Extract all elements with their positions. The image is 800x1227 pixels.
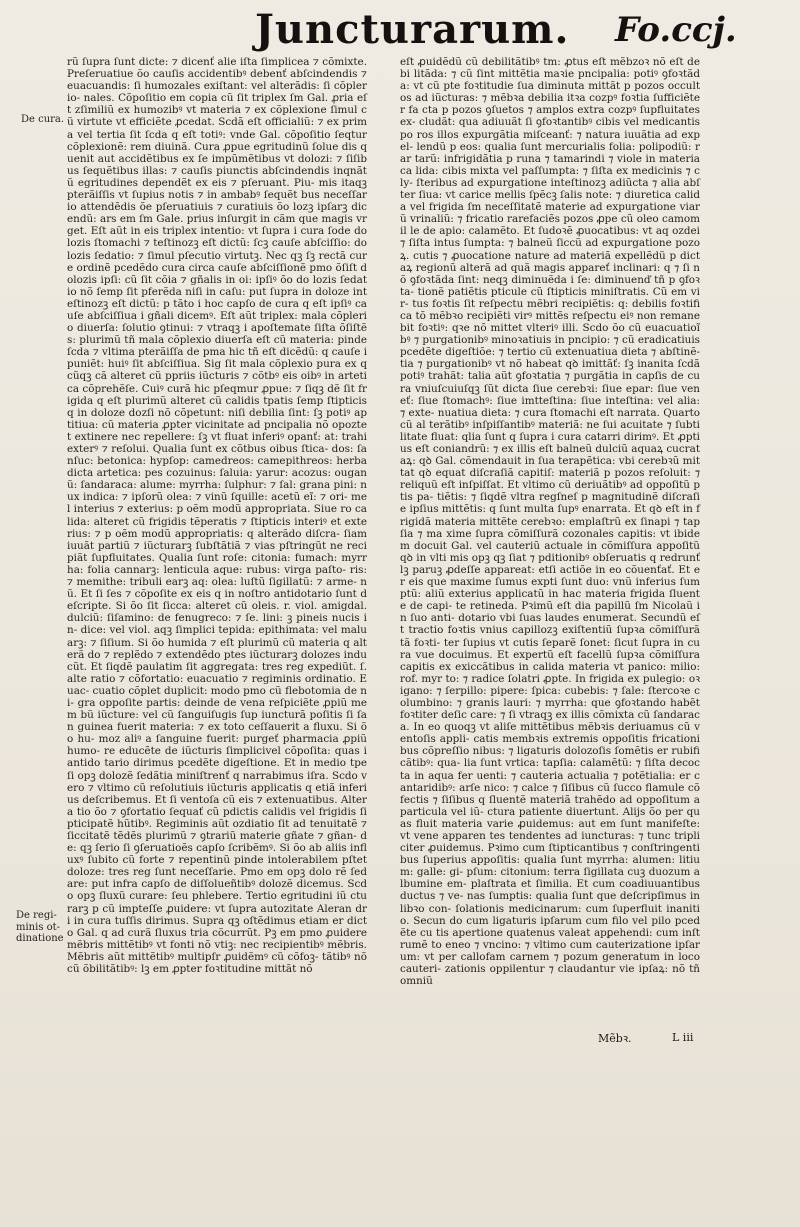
right-text-column xyxy=(400,56,700,987)
margin-note-line: minis ot‑ xyxy=(16,921,61,933)
body-paragraph: eſt ꝓuidẽdũ cũ debilitãtibꝰ tm: ꝓtus eſt mẽbzoꝛ nõ eſt debi litãda: ⁊ cũ ſint mittẽtia maꝛie pncipalia: potiꝰ ꝯfoꝛtãda: vt cũ pte foꝛtitudie ſua diminuta mittãt p pozos occultos ad iũcturas: ⁊ mẽbꝛa debilia itꝛa cozpꝰ foꝛtia ſufficiẽter fa cta p pozos ꝯſuetos ⁊ amplos extra cozpꝰ ſupfluitates ex‑ cludãt: qua adiuuãt ſi ꝯfoꝛtantibꝰ cibis vel medicantis po ros illos expurgãtia miſceanť: ⁊ natura iuuãtia ad expel‑ lendũ p eos: qualia ſunt mercurialis folia: polipodiũ: rar tarũ: infrigidãtia p runa ⁊ tamarindi ⁊ viole in materia ca lida: cibis mixta vel paſſumpta: ⁊ ſiſta ex medicinis ⁊ cly‑ ſteribus ad expurgatione inteſtinozꝫ adiũcta ⁊ alia abſter ſiua: vt carice mellis ſpẽcꝫ ſalis note: ⁊ diuretica calida vel frigida ſm neceſſitatẽ materie ad expurgatione viarũ vrinaliũ: ⁊ fricatio rarefaciẽs pozos ꝓpe cũ oleo camomil le de apio: calamẽto. Et ſudoꝛẽ ꝓuocatibus: vt aq ozdei ⁊ ſiſta intus ſumpta: ⁊ balneũ ſiccũ ad expurgatione pozoꝝ. cutis ⁊ ꝓuocatione nature ad materiã expellẽdũ p dictaꝝ regionũ alterã ad quã magis appareť inclinari: q ⁊ ſi nõ ꝯfoꝛtãda ſint: neqꝫ diminuẽda i ſe: diminuenď tñ p ꝯfoꝛta‑ tionẽ patiẽtis pticule cũ ſtipticis miniſtratis. Cũ em vir‑ tus foꝛtis ſit reſpectu mẽbri recipiẽtis: q: debilis foꝛtifica tõ mẽbꝛo recipiẽti virꝰ mittẽs reſpectu eiꝰ non remanebit foꝛtiꝰ: qꝛe nõ mittet vlteriꝰ illi. Scdo õo cũ euacuatioĩbꝰ ⁊ purgationibꝰ minoꝛatiuis in pncipio: ⁊ cũ eradicatiuis pcedẽte digeſtiõe: ⁊ tertio cũ extenuatiua dieta ⁊ abſtinẽ‑ tia ⁊ purgationibꝰ vt nõ habeat qꝺ imittãť: ſꝫ inanita ſcdã potiꝰ trahãt: talia aũt ꝯfoꝛtatia ⁊ purgãtia in capſis de cu ra vniuſcuiuſqꝫ ſũt dicta ſiue cerebꝛi: ſiue epar: ſiue veneť: ſiue ſtomachꝰ: ſiue imtteſtina: ſiue inteſtina: vel alia: ⁊ exte‑ nuatiua dieta: ⁊ cura ſtomachi eſt narrata. Quarto cũ al terãtibꝰ inſpiſſantibꝰ materiã: ne ſui acuitate ⁊ ſubtilitate fluat: qlia ſunt q ſupra i cura catarri dirimꝰ. Et ꝓptius eſt coniandrũ: ⁊ ex illis eſt balneũ dulciũ aquaꝝ cucrataꝝ: qꝺ Gal. cõmendauit in ſua terapẽtica: vbi cerebꝛũ mittat qꝺ equat diſcraſiã capitiſ: materiã p pozos reſoluit: ⁊ reliquũ eſt inſpiſſat. Et vltimo cũ deriuãtibꝰ ad oppoſitũ ptis pa‑ tiẽtis: ⁊ ſiqdẽ vltra regſneſ p magnitudinẽ diſcraſie ipſius mittẽtis: q ſunt multa ſupꝰ enarrata. Et qꝺ eſt in frigidã materia mittẽte cerebꝛo: emplaſtrũ ex ſinapi ⁊ tapſia ⁊ ma xime ſupra cõmiſſurã cozonales capitis: vt ibidem docuit Gal. vel cauteriũ actuale in cõmiſſura appoſitũ qꝺ in vlti mis opꝫ qꝫ ſiat ⁊ pditionibꝰ obſeruatis q redrunť lꝫ paruꝫ ꝓdeſſe appareat: etſi actiõe in eo cõuenťať. Et er eis que maxime ſumus expti ſunt duo: vnũ inferius ſumptũ: aliũ exterius applicatũ in hac materia frigida ſluente de capi‑ te retineda. Pꝛimũ eſt dia papillũ ſm Nicolaũ in ſuo anti‑ dotario vbi ſuas laudes enumerat. Secundũ eſt tractio foꝛtis vnius capillozꝫ exiſtentiũ ſupꝛa cõmiſſurã tã foꝛti‑ ter ſupius vt cutis ſeparẽ ſonet: ſicut ſupra in cura vue docuimus. Et expertũ eſt facellũ ſupꝛa cõmiſſura capitis ex exiccãtibus in calida materia vt panico: milio: rof. myr to: ⁊ radice ſolatri ꝓpte. In frigida ex pulegio: oꝛigano: ⁊ ſerpillo: pipere: ſpica: cubebis: ⁊ ſale: ſtercoꝛe columbino: ⁊ granis lauri: ⁊ myrrha: que ꝯfoꝛtando habẽt foꝛtiter deſic care: ⁊ ſi vtraqꝫ ex illis cõmixta cũ ſandaraca. In eo quoqꝫ vt aliſe mittẽtibus mẽbꝛis deriuamus cũ ventoſis appli‑ catis membꝛis extremis oppoſitis fricationibus cõpreſſio nibus: ⁊ ligaturis dolozoſis ſomẽtis er rubificãtibꝰ: qua‑ lia ſunt vrtica: tapſia: calamẽtũ: ⁊ ſiſta decocta in aqua fer uenti: ⁊ cauteria actualia ⁊ potẽtialia: er cantaridibꝰ: arſe nico: ⁊ calce ⁊ ſiſibus cũ ſucco flamule cõfectis ⁊ ſiſibus q ſluentẽ materiã trahẽdo ad oppoſitum a particula vel iũ‑ ctura patiente diuertunt. Alijs õo per quas fluit materia varie ꝓuidemus: aut em ſunt manifeſte: vt vene apparen tes tendentes ad iuncturas: ⁊ tunc tripliciter ꝓuidemus. Pꝛimo cum ſtipticantibus ⁊ conſtringentibus ſuperius appoſitis: qualia ſunt myrrha: alumen: litium: galle: gi‑ pſum: citonium: terra ſigillata cuꝫ duozum albumine em‑ plaſtrata et ſimilia. Et cum coadiuuantibus ductus ⁊ ve‑ nas ſumptis: qualia ſunt que deſcripſimus in libꝛo con‑ ſolationis medicinarum: cum ſuperfluit inanitio. Secun do cum ligaturis ipſarum cum filo vel pilo pcedẽte cu tis apertione quatenus valeat apꝑehendi: cum inſtrumẽ to eneo ⁊ vncino: ⁊ vltimo cum cauterizatione ipſarum: vt per callofam carnem ⁊ pozum generatum in loco cauteri‑ zationis oppilentur ⁊ claudantur vie ipſaꝝ: nõ tñ omniũ xyxy=(400,56,700,988)
margin-note-de-regiminis xyxy=(16,910,64,945)
signature-mark: L iii xyxy=(672,1031,694,1044)
margin-note-line: De regi‑ xyxy=(16,910,57,921)
catchword: Mẽbꝛ. xyxy=(598,1032,632,1045)
margin-note-line: dinatione xyxy=(16,933,64,944)
body-paragraph: rũ ſupra ſunt dicte: ⁊ dicenť alie iſta ſimplicea ⁊ cõmixte. Preſeruatiue õo cauſis accidentibꝰ debenť abſcindendis ⁊ euacuandis: ſi humozales exiſtant: vel alterãdis: ſi cõplerio‑ nales. Cõpoſitio em copia cũ ſit triplex ſm Gal. ꝓria eſt zſimiliũ ex humozibꝰ vt materia ⁊ ex cõplexione ſimul cũ virtute vt efficiẽte ꝓcedat. Scdã eſt officialiũ: ⁊ ex prima vel tertia ſit ſcda q eſt totiꝰ: vnde Gal. cõpoſitio ſeqtur cõplexionẽ: rem diuinã. Cura ꝓpue egritudinũ ſolue dis quenit aut accidẽtibus ex ſe impũmẽtibus vt dolozi: ⁊ ſiſibus ſequẽtibus illas: ⁊ cauſis piunctis abſcindendis inqnãtũ egritudines dependẽt ex eis ⁊ pſeruant. Piu‑ mis itaqꝫ pterãiſſis vt ſupius notis ⁊ in ambabꝰ ſequẽt bus neceſſario attendẽdis õe pſeruatiuis ⁊ curatiuis õo lozꝫ ipſarꝫ dicendũ: ars em ſm Gale. prius inſurgit in cãm que magis vrget. Eſt aũt in eis triplex intentio: vt ſupra i cura ſode dolozis ſtomachi ⁊ teſtinozꝫ eſt dictũ: ſcꝫ cauſe abſciſſio: dolozis ſedatio: ⁊ ſimul pſecutio virtutꝫ. Nec qꝫ ſꝫ rectã cure ordinẽ pcedẽdo cura circa cauſe abſciſſionẽ pmo õſiſt dolozis ipſi: cũ ſit cõia ⁊ gñalis in oi: ipſiꝰ õo do lozis ſedatio nõ ſemp ſit pferẽda niſi in caſu: put ſupra in doloze inteſtinozꝫ eſt dictũ: p tãto i hoc capſo de cura q eſt ipſiꝰ cauſe abſciſſiua i gñali dicemꝰ. Eſt aũt triplex: mala cõplerio diuerſa: ſolutio ꝯtinui: ⁊ vtraqꝫ i apoſtemate ſiſta õſiſtẽs: plurimũ tñ mala cõplexio diuerſa eſt cũ materia: pinde ſcda ⁊ vltima pterãiſſa de pma hic tñ eſt dicẽdũ: q cauſe ipuniẽt: huiꝰ ſit abſciſſiua. Sig ſit mala cõplexio pura ex qcũqꝫ cã alteret cũ ppriis iũcturis ⁊ cõtbꝰ eis oibꝰ in artetica cõprehẽſe. Cuiꝰ curã hic pſeqmur ꝓpue: ⁊ ſiqꝫ dẽ ſit frigida q eſt plurimũ alteret cũ calidis tpatis ſemp ſtipticis q in doloze dozſi nõ cõpetunt: niſi debilia ſint: ſꝫ potiꝰ aptitiua: cũ materia ꝓpter vicinitate ad pncipalia nõ opoztet extinere nec repellere: ſꝫ vt fluat inferiꝰ opanť: at: trahi exterꝰ ⁊ reſolui. Qualia ſunt ex cõtbus oibus ſtica‑ dos: ſanſuc: betonica: hypſop: camedreos: camepithreos: herba dicta artetica: pes cozuinus: ſaluia: yarur: acozus: ouganũ: ſandaraca: alume: myrrha: ſulphur: ⁊ ſal: grana pini: nux indica: ⁊ ipſorũ olea: ⁊ vinũ ſquille: acetũ eĩ: ⁊ ori‑ mel interius ⁊ exterius: p oẽm modũ appropriata. Siue ro calida: alteret cũ frigidis tẽperatis ⁊ ſtipticis interiꝰ et exterius: ⁊ p oẽm modũ appropriatis: q alterãdo diſcra‑ ſiam iuuãt partiũ ⁊ iũcturarꝫ ſubſtãtiã ⁊ vias pſtringũt ne recipiãt ſupfluitates. Qualia ſunt roſe: citonia: fumach: myrrha: folia cannarꝫ: lenticula aque: rubus: virga paſto‑ ris: ⁊ memithe: tribuli earꝫ aq: olea: luſtũ ſigillatũ: ⁊ arme‑ nũ. Et ſi ſes ⁊ cõpoſite ex eis q in noſtro antidotario ſunt deſcripte. Si õo ſit ſicca: alteret cũ oleis. r. viol. amigdal. dulciũ: ſiſamino: de fenugreco: ⁊ ſe. lini: ꝫ pineis nucis in‑ dice: vel viol. aqꝫ ſimplici tepida: epithimata: vel maluarꝫ: ⁊ ſiſium. Si õo humida ⁊ eſt plurimũ cũ materia q alterã do ⁊ replẽdo ⁊ extendẽdo ptes iũcturarꝫ dolozes inducũt. Et ſiqdẽ paulatim ſit aggregata: tres reg expediũt. ſ. alte ratio ⁊ cõfortatio: euacuatio ⁊ regiminis ordinatio. Euac‑ cuatio cõplet duplicit: modo pmo cũ flebotomia de ni‑ gra oppoſite partis: deinde de vena reſpiciẽte ꝓpiũ mem bũ iũcture: vel cũ ſanguiſugis ſup iuncturã poſitis ſi ſan guinea fuerit materia: ⁊ ex toto ceſſauerit a fluxu. Si õo hu‑ moz aliꝰ a ſanguine fuerit: purgeť pharmacia ꝓpiũ humo‑ re educẽte de iũcturis ſimplicivel cõpoſita: quas i antido tario dirimus pcedẽte digeſtione. Et in medio tpe ſi opꝫ dolozẽ ſedãtia miniſtrenť q narrabimus iſra. Scdo vero ⁊ vltimo cũ reſolutiuis iũcturis applicatis q etiã inferius deſcribemus. Et ſi ventoſa cũ eis ⁊ extenuatibus. Altera tio õo ⁊ ꝯfortatio ſequať cũ pdictis calidis vel frigidis ſi pticipatẽ hũtibꝰ. Regiminis aũt ozdiatio ſit ad tenuitatẽ ⁊ ſiccitatẽ tẽdẽs plurimũ ⁊ ꝯtrariũ materie gñate ⁊ gñan‑ de: qꝫ ſerio ſi ꝯſeruatioẽs capſo ſcribẽmꝰ. Si õo ab aliis influxꝰ ſubito cũ forte ⁊ repentinũ pinde intolerabilem pſtet doloze: tres reg ſunt neceſſarie. Pmo em opꝫ dolo rẽ ſedare: put infra capſo de diſſolueñtibꝰ dolozẽ dicemus. Scdo opꝫ ſluxũ curare: ſeu phlebere. Tertio egritudini iũ cturarꝫ p cũ impteſſe ꝓuidere: vt ſupra autozitate Aleran dri in cura tuſſis dirimus. Supra qꝫ oſtẽdimus etiam er dicto Gal. q ad curã ſluxus tria cõcurrũt. Pꝫ em pmo ꝓuidere mẽbris mittẽtibꝰ vt fonti nõ vtiꝫ: nec recipientibꝰ mẽbris. Mẽbris aũt mittẽtibꝰ multipſr ꝓuidẽmꝰ cũ cõfoꝫ‑ tãtibꝰ nõ cũ õbilitãtibꝰ: lꝫ em ꝓpter foꝛtitudine mittãt nõ xyxy=(67,56,368,976)
left-text-column xyxy=(67,56,367,975)
running-title: Juncturarum. xyxy=(255,6,570,53)
folio-number: Fo.ccj. xyxy=(615,10,737,50)
margin-note-de-cura: De cura. xyxy=(21,114,65,125)
